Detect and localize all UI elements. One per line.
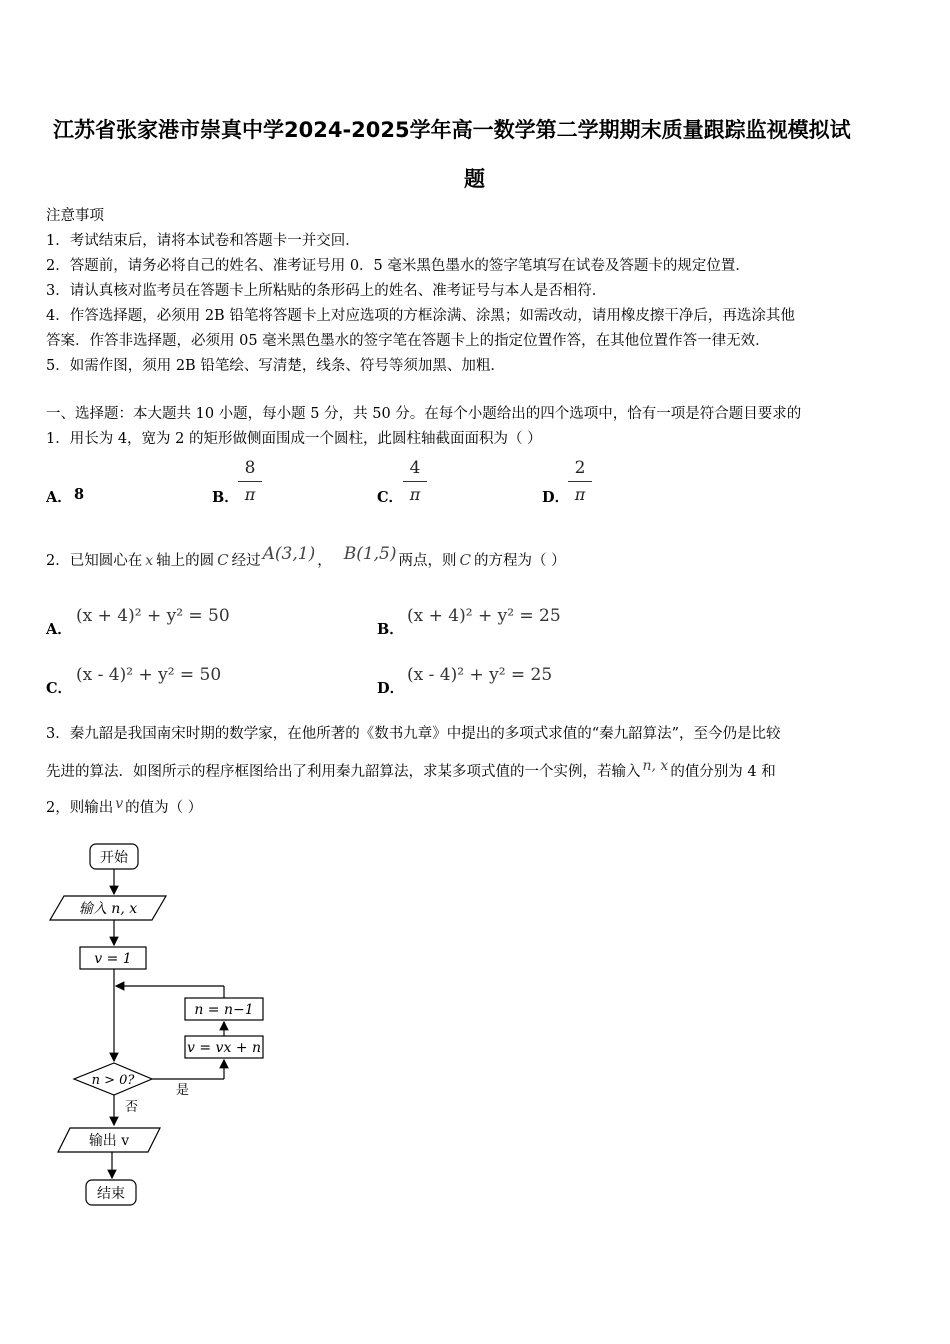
fraction-numerator: 8 xyxy=(244,458,256,478)
notice-item: 答案．作答非选择题，必须用 05 毫米黑色墨水的签字笔在答题卡上的指定位置作答，在其他位置作答一律无效． xyxy=(46,333,770,349)
q2-text: 轴上的圆 xyxy=(156,553,215,569)
q2-option-d-label: D． xyxy=(377,680,405,697)
q3-line2 xyxy=(46,760,776,781)
q3-text: 的值分别为 4 和 xyxy=(670,764,776,780)
q2-point-b: B(1,5) xyxy=(343,544,397,564)
q3-line1: 3．秦九韶是我国南宋时期的数学家，在他所著的《数书九章》中提出的多项式求值的“秦九韶算法”，至今仍是比较 xyxy=(46,726,781,742)
q1-option-d-label: D． xyxy=(542,489,570,506)
q2-option-d-formula: (x - 4)² + y² = 25 xyxy=(407,665,553,685)
document-title-line2: 题 xyxy=(464,167,485,191)
q2-text: 2．已知圆心在 xyxy=(46,553,143,569)
q1-option-a-value: 8 xyxy=(74,486,85,503)
q3-var-v: v xyxy=(115,796,124,812)
flow-input-label: 输入 n, x xyxy=(78,901,138,917)
q3-text: 2，则输出 xyxy=(46,800,114,816)
q2-option-c-label: C． xyxy=(46,680,73,697)
flow-no-label: 否 xyxy=(125,1100,139,1115)
q2-var-c: C xyxy=(217,551,229,569)
fraction-numerator: 4 xyxy=(409,458,421,478)
flow-start-label: 开始 xyxy=(100,850,128,866)
fraction-denominator: π xyxy=(244,485,256,504)
notice-item: 3．请认真核对监考员在答题卡上所粘贴的条形码上的姓名、准考证号与本人是否相符． xyxy=(46,283,607,299)
q1-option-b-label: B． xyxy=(212,489,239,506)
q2-option-b-label: B． xyxy=(377,621,404,638)
fraction-denominator: π xyxy=(574,485,586,504)
q2-text: 经过 xyxy=(231,553,261,569)
q2-var-c2: C xyxy=(459,551,471,569)
notice-item: 4．作答选择题，必须用 2B 铅笔将答题卡上对应选项的方框涂满、涂黑；如需改动，请用橡皮擦干净后，再选涂其他 xyxy=(46,308,795,324)
notice-heading: 注意事项 xyxy=(46,208,104,224)
notice-item: 5．如需作图，须用 2B 铅笔绘、写清楚，线条、符号等须加黑、加粗． xyxy=(46,358,505,374)
q2-text: 的方程为（ ） xyxy=(473,553,566,569)
section-heading: 一、选择题：本大题共 10 小题，每小题 5 分，共 50 分。在每个小题给出的四个选项中，恰有一项是符合题目要求的 xyxy=(46,406,802,422)
flow-output-label: 输出 v xyxy=(88,1133,130,1149)
document-title-line1: 江苏省张家港市崇真中学2024-2025学年高一数学第二学期期末质量跟踪监视模拟试 xyxy=(53,118,851,142)
q3-line3 xyxy=(46,796,202,817)
q1-option-d-fraction xyxy=(568,458,592,504)
q3-var-nx: n, x xyxy=(642,758,669,774)
notice-item: 2．答题前，请务必将自己的姓名、准考证号用 0．5 毫米黑色墨水的签字笔填写在试卷及答题卡的规定位置． xyxy=(46,258,750,274)
flow-condition-label: n > 0? xyxy=(91,1073,135,1088)
q3-text: 先进的算法．如图所示的程序框图给出了利用秦九韶算法，求某多项式值的一个实例，若输入 xyxy=(46,764,641,780)
q1-option-a-label: A． xyxy=(46,489,72,506)
notice-item: 1．考试结束后，请将本试卷和答题卡一并交回． xyxy=(46,233,360,249)
fraction-numerator: 2 xyxy=(574,458,586,478)
fraction-denominator: π xyxy=(409,485,421,504)
q1-stem: 1．用长为 4，宽为 2 的矩形做侧面围成一个圆柱，此圆柱轴截面面积为（ ） xyxy=(46,431,542,447)
q2-point-a: A(3,1) xyxy=(262,544,316,564)
flow-update-label: v = vx + n xyxy=(187,1040,261,1056)
q2-option-a-label: A． xyxy=(46,621,72,638)
q1-option-c-label: C． xyxy=(377,489,404,506)
q2-option-b-formula: (x + 4)² + y² = 25 xyxy=(407,606,561,626)
q2-option-c-formula: (x - 4)² + y² = 50 xyxy=(76,665,222,685)
q1-option-b-fraction xyxy=(238,458,262,504)
q2-option-a-formula: (x + 4)² + y² = 50 xyxy=(76,606,230,626)
q3-text: 的值为（ ） xyxy=(125,800,203,816)
flow-yes-label: 是 xyxy=(176,1083,190,1098)
flow-decrement-label: n = n−1 xyxy=(194,1002,254,1018)
q1-option-c-fraction xyxy=(403,458,427,504)
q2-var-x: x xyxy=(145,553,154,569)
flow-end-label: 结束 xyxy=(97,1186,125,1202)
q2-text: 两点，则 xyxy=(398,553,457,569)
q2-stem xyxy=(46,544,566,570)
flow-init-label: v = 1 xyxy=(94,951,132,967)
q2-text: ， xyxy=(317,553,332,569)
flowchart xyxy=(40,835,300,1220)
